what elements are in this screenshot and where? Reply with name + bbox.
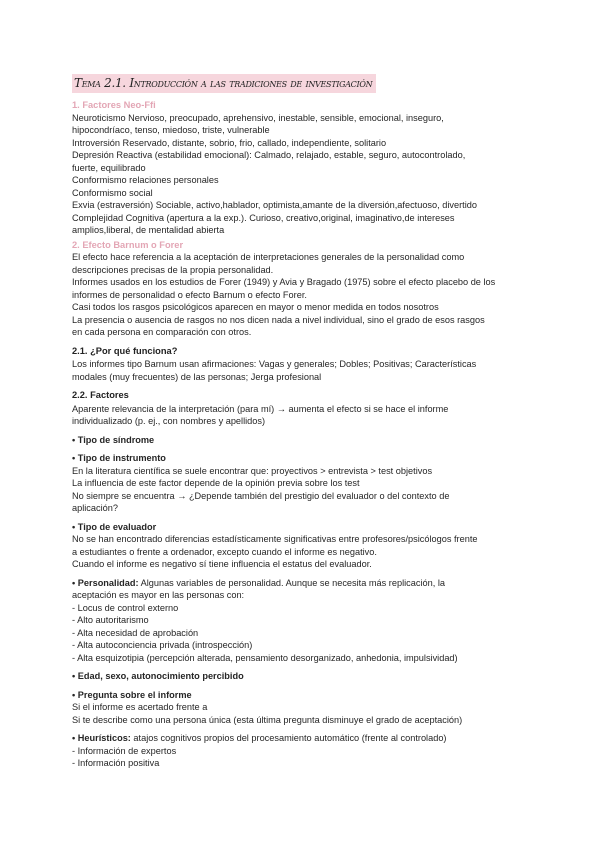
text-line: a estudiantes o frente a ordenador, excepto cuando el informe es negativo. bbox=[72, 546, 377, 557]
list-item: - Locus de control externo bbox=[72, 602, 179, 613]
list-item: - Alta necesidad de aprobación bbox=[72, 627, 199, 638]
section-heading-barnum: 2. Efecto Barnum o Forer bbox=[72, 239, 184, 250]
text-line: Conformismo relaciones personales bbox=[72, 175, 219, 185]
text-line: Depresión Reactiva (estabilidad emocional): Calmado, relajado, estable, seguro, autocontrolado, bbox=[72, 150, 466, 160]
text-line: Informes usados en los estudios de Forer (1949) y Avia y Bragado (1975) sobre el efecto placebo de los bbox=[72, 277, 496, 287]
text-line: en cada persona en comparación con otros. bbox=[72, 327, 252, 337]
text-line: Complejidad Cognitiva (apertura a la exp.). Curioso, creativo,original, imaginativo,de intereses bbox=[72, 212, 455, 223]
bullet-personalidad-label: • Personalidad: bbox=[72, 577, 139, 588]
text-line: Cuando el informe es negativo sí tiene influencia el estatus del evaluador. bbox=[72, 559, 372, 569]
bullet-heuristicos bbox=[72, 732, 532, 745]
subsection-heading-por-que: 2.1. ¿Por qué funciona? bbox=[72, 345, 178, 356]
text-line: Si el informe es acertado frente a bbox=[72, 702, 208, 712]
text-line: amplios,liberal, de mentalidad abierta bbox=[72, 225, 225, 235]
bullet-edad-sexo: • Edad, sexo, autonocimiento percibido bbox=[72, 671, 244, 681]
bullet-tipo-instrumento: • Tipo de instrumento bbox=[72, 453, 166, 463]
bullet-personalidad bbox=[72, 577, 532, 590]
text-line: Casi todos los rasgos psicológicos aparecen en mayor o menor medida en todos nosotros bbox=[72, 302, 439, 312]
text-line: modales (muy frecuentes) de las personas; Jerga profesional bbox=[72, 371, 322, 382]
list-item: - Alto autoritarismo bbox=[72, 615, 149, 625]
subsection-heading-factores: 2.2. Factores bbox=[72, 390, 129, 400]
bullet-heuristicos-label: • Heurísticos: bbox=[72, 733, 131, 743]
text-line: Exvia (estraversión) Sociable, activo,hablador, optimista,amante de la diversión,afectuoso, divertido bbox=[72, 200, 477, 210]
text-line: En la literatura científica se suele encontrar que: proyectivos > entrevista > test objetivos bbox=[72, 465, 433, 476]
bullet-tipo-evaluador: • Tipo de evaluador bbox=[72, 521, 157, 532]
list-item: - Alta esquizotipia (percepción alterada, pensamiento desorganizado, anhedonia, impulsividad) bbox=[72, 652, 458, 663]
text-line: informes de personalidad o efecto Barnum o efecto Forer. bbox=[72, 289, 307, 300]
text-line: La influencia de este factor depende de la opinión previa sobre los test bbox=[72, 478, 360, 488]
text-line: aceptación es mayor en las personas con: bbox=[72, 590, 245, 600]
text-line: Los informes tipo Barnum usan afirmaciones: Vagas y generales; Dobles; Positivas; Características bbox=[72, 359, 477, 369]
text-line: descripciones precisas de la propia personalidad. bbox=[72, 264, 274, 275]
bullet-pregunta-informe: • Pregunta sobre el informe bbox=[72, 689, 192, 700]
text-line: No se han encontrado diferencias estadísticamente significativas entre profesores/psicólogos frente bbox=[72, 534, 478, 544]
text-line: El efecto hace referencia a la aceptación de interpretaciones generales de la personalidad como bbox=[72, 252, 465, 262]
bullet-heuristicos-text: atajos cognitivos propios del procesamiento automático (frente al controlado) bbox=[130, 733, 447, 743]
list-item: - Información positiva bbox=[72, 758, 160, 768]
text-line: Si te describe como una persona única (esta última pregunta disminuye el grado de aceptación) bbox=[72, 714, 463, 725]
text-line: Aparente relevancia de la interpretación (para mí) → aumenta el efecto si se hace el informe bbox=[72, 403, 449, 414]
section-heading-factores: 1. Factores Neo-Ffi bbox=[72, 100, 156, 110]
text-line: Introversión Reservado, distante, sobrio, frio, callado, independiente, solitario bbox=[72, 137, 387, 148]
text-line: fuerte, equilibrado bbox=[72, 162, 146, 173]
title-block bbox=[72, 74, 376, 92]
text-line: La presencia o ausencia de rasgos no nos dicen nada a nivel individual, sino el grado de esos rasgos bbox=[72, 314, 485, 325]
bullet-personalidad-text: Algunas variables de personalidad. Aunque se necesita más replicación, la bbox=[138, 577, 445, 588]
section-barnum-text bbox=[72, 251, 532, 339]
section-factores-text bbox=[72, 112, 532, 237]
text-line: individualizado (p. ej., con nombres y apellidos) bbox=[72, 416, 266, 426]
text-line: No siempre se encuentra → ¿Depende también del prestigio del evaluador o del contexto de bbox=[72, 490, 450, 501]
text-line: Conformismo social bbox=[72, 187, 153, 198]
list-item: - Información de expertos bbox=[72, 745, 177, 756]
text-line: aplicación? bbox=[72, 503, 118, 513]
text-line: Neuroticismo Nervioso, preocupado, aprehensivo, inestable, sensible, emocional, inseguro, bbox=[72, 112, 444, 123]
document-body bbox=[72, 99, 532, 770]
list-item: - Alta autoconciencia privada (introspección) bbox=[72, 640, 253, 650]
bullet-tipo-sindrome: • Tipo de síndrome bbox=[72, 434, 155, 445]
page-title: Tema 2.1. Introducción a las tradiciones de investigación bbox=[72, 74, 376, 93]
text-line: hipocondríaco, tenso, miedoso, triste, vulnerable bbox=[72, 125, 270, 135]
